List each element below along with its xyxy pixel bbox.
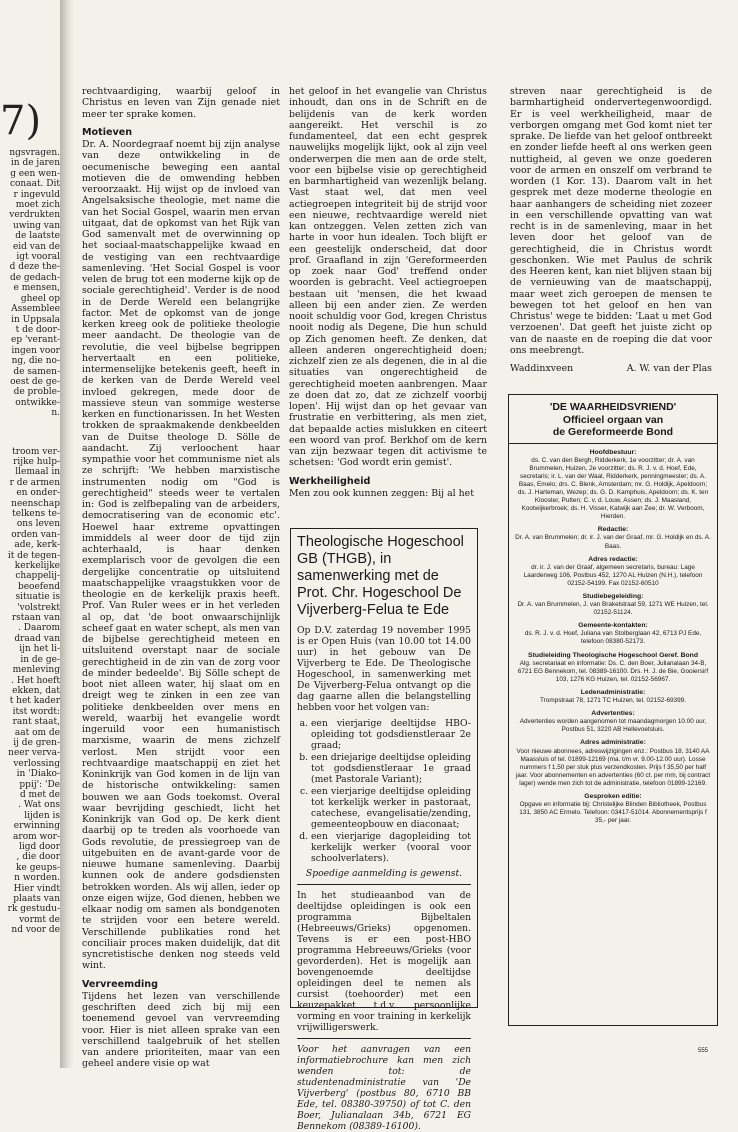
fragment-line: arom wor-: [13, 831, 60, 842]
fragment-line: conaat. Dit: [9, 179, 60, 190]
fragment-line: . Daarom: [18, 623, 60, 634]
fragment-line: erwinning: [13, 821, 60, 832]
fragment-line: . Wat ons: [18, 800, 60, 811]
heading-vervreemding: Vervreemding: [82, 978, 158, 990]
masthead-box: [508, 394, 718, 1026]
paragraph-vervreemding: Tijdens het lezen van verschillende geschriften deed zich bij mij een toenemend gevoel van vervreemding voor. Hier is niet alleen sprake van een verschillend taalgebruik of het stellen van andere prioriteiten, maar van een geheel andere visie op wat: [82, 990, 280, 1070]
article-column-3: [510, 86, 712, 386]
fragment-line: de samen-: [13, 366, 60, 377]
fragment-line: ligd door: [18, 842, 60, 852]
list-item: a. een vierjarige deeltijdse HBO-opleiding tot godsdienstleraar 2e graad;: [311, 718, 471, 751]
fragment-line: gheel op: [20, 293, 60, 304]
announcement-box: [290, 528, 478, 1132]
fragment-line: troom ver-: [12, 446, 60, 457]
fragment-line: Assemblee: [11, 304, 60, 315]
fragment-line: itst wordt:: [12, 706, 60, 717]
paragraph-werkheiligheid: Men zou ook kunnen zeggen: Bij al het: [289, 487, 474, 499]
announcement-notice: Spoedige aanmelding is gewenst.: [305, 868, 463, 879]
article-column-2: [289, 86, 487, 531]
previous-page-column-fragment: [0, 100, 60, 1038]
fragment-line: de laatste: [15, 231, 60, 242]
fragment-line: chappelij-: [15, 571, 60, 582]
fragment-line: ons leven: [16, 519, 60, 530]
page-fold-shadow: [60, 0, 74, 1068]
signature-name: A. W. van der Plas: [626, 363, 712, 374]
fragment-line: ijn het li-: [19, 644, 60, 655]
fragment-line: de gedach-: [9, 272, 60, 283]
fragment-line: lijden is: [24, 810, 60, 821]
fragment-line: draad van: [14, 633, 60, 644]
masthead-section-text: Dr. A. van Brummelen; dr. ir. J. van der Graaf, mr. G. Holdijk en ds. A. Baas.: [515, 534, 711, 550]
fragment-line: ep 'verant-: [11, 335, 60, 346]
fragment-line: de proble-: [13, 387, 60, 398]
fragment-line: en onder-: [16, 488, 60, 499]
fragment-line: igt vooral: [16, 252, 60, 263]
fragment-line: oest de ge-: [10, 376, 60, 387]
fragment-line: ij de gren-: [13, 737, 60, 748]
fragment-line: e mensen,: [13, 283, 60, 294]
fragment-line: rk gestudu-: [7, 904, 60, 915]
fragment-line: verlossing: [13, 758, 60, 769]
fragment-line: aat om de: [14, 727, 60, 738]
fragment-line: neer verva-: [8, 748, 60, 759]
fragment-line: , die door: [16, 852, 60, 863]
masthead-section-label: Ledenadministratie:: [580, 688, 646, 696]
signature-place: Waddinxveen: [510, 363, 574, 374]
fragment-line: ke geups-: [16, 862, 60, 873]
fragment-line: llemaal in: [15, 467, 60, 478]
fragment-line: beoefend: [17, 581, 60, 592]
fragment-line: uwing van: [12, 220, 60, 231]
masthead-section-label: Adres administratie:: [580, 739, 646, 747]
fragment-line: rstaan van: [11, 613, 60, 624]
list-item: d. een vierjarige dagopleiding tot kerkelijk werker (vooral voor schoolverlaters).: [311, 831, 471, 864]
masthead-section-text: Alg. secretariaat en informatie: Ds. C. den Boer, Julianalaan 34-B, 6721 EG Bennekom, tel. 08389-16100. Drs. H. J. de Bie, Gooiersirf 103, 1276 KG Huizen, tel. 02152-56967.: [517, 659, 709, 683]
article-column-1: [82, 86, 280, 1070]
paragraph-motieven: Dr. A. Noordegraaf noemt bij zijn analyse van deze ontwikkeling in de oecumenische beweging een aantal motieven die de omwending hebben veroorzaakt. Hij wijst op de invloed van Angelsaksische theologie, met name die van het Social Gospel, waarin men ervan uitgaat, dat de opkomst van het Rijk van God samenvalt met de overwinning op het sociaal-maatschappelijke kwaad en de vestiging van een rechtvaardige samenleving. 'Het Social Gospel is voor velen de brug tot een moderne kijk op de sociale gerechtigheid'. Verder is de nood in de Derde Wereld een belangrijke factor. Met de opkomst van de jonge kerken kreeg ook de politieke theologie meer aandacht. De theologie van de revolutie, die veel bijbelse begrippen hervertaalt en een politieke, intermenselijke betekenis geeft, heeft in de kerken van de Derde Wereld veel invloed gekregen, mede door de massieve steun van sommige westerse kerken en functionarissen. In het Westen trokken de spraakmakende denkbeelden van de Duitse theologe D. Sölle de aandacht. Zij verloochent haar sympathie voor het communisme niet als ze schrijft: 'We hebben marxistische instrumenten nodig om "God is gerechtigheid" steeds weer te vertalen in: God is zelfbepaling van de arbeiders, democratisering van de economic etc'. Hoewel haar extreme opvattingen immiddels al weer door de tijd zijn achterhaald, is haar denken exemplarisch voor de gevolgen die een dergelijke concentratie op uitsluitend maatschappelijke vraagstukken voor de theologie en de kerkelijk praxis heeft. Prof. Van Ruler wees er in het verleden al op, dat 'de boot onwaarschijnlijk scheef gaat en water schept, als men van de bijbelse gerechtigheid meteen en uitsluitend overstapt naar de sociale gerechtigheid in de zin van de zorg voor de minder bedeelde'. Bij Sölle schept de boot niet alleen water, hij slaat om en dreigt weg te zinken in een zee van politieke denkbeelden over mens en wereld, waarbij het evangelie wordt ingeruild voor een humanistisch marxisme, waarin de mens zichzelf verlost. Men strijdt voor een rechtvaardige maatschappij en ziet het Koninkrijk van God komen in de lijn van de historische ontwikkeling: samen bouwen we aan Gods toekomst. Overal waar bevrijding geschiedt, licht het Koninkrijk van God op. De kerk dient daarbij op te treden als voorhoede van Gods revolutie, de pressiegroep van de uitgebuiten en de avant-garde voor de nieuwe humane samenleving. Daarbij kunnen ook de andere godsdiensten betrokken worden. Als wij allen, ieder op onze eigen wijze, God dienen, hebben we elkaar nodig om samen als bondgenoten te strijden voor een betere wereld. Verschillende publikaties rond het conciliair proces maken duidelijk, dat dit syncretistische denken nog steeds veld wint.: [82, 139, 280, 972]
fragment-line: orden van-: [11, 529, 60, 540]
fragment-line: r ingevuld: [13, 189, 60, 200]
divider: [297, 1038, 471, 1039]
masthead-title-line-2: Officieel orgaan van: [562, 413, 664, 426]
fragment-line: kerkelijke: [14, 561, 60, 572]
heading-werkheiligheid: Werkheiligheid: [289, 475, 371, 487]
masthead-title: [509, 395, 717, 444]
fragment-line: t de door-: [15, 324, 60, 335]
paragraph-col2: het geloof in het evangelie van Christus inhoudt, dan ons in de Schrift en de belijdenis van de kerk worden aangereikt. Het verschil is zo fundamenteel, dat een echt gesprek nauwelijks mogelijk lijkt, ook al zijn veel onderwerpen die men aan de orde stelt, voor een bijbelse visie op gerechtigheid en barmhartigheid van wezenlijk belang. Vast staat wel, dat men veel actiegroepen integriteit bij de strijd voor een nieuwe, rechtvaardige wereld niet kan ontzeggen. Velen zetten zich van harte in voor hun idealen. Toch blijft er een geestelijk onderscheid, dat door prof. Graafland in zijn 'Gereformeerden op zoek naar God' treffend onder woorden is gebracht. Veel actiegroepen bestaan uit 'mensen, die het kwaad alleen bij een ander zien. Ze werden nooit schuldig voor God, kregen Christus nooit nodig als Degene, Die hun schuld op Zich genomen heeft. Ze denken, dat alleen anderen ongerechtigheid doen; zichzelf zien ze als degenen, die in al die situaties van ongerechtigheid de gerechtigheid moeten aanbrengen. Maar ze doen dat zo, dat ze zichzelf voorbij lopen'. Hij wijst dan op het gevaar van frustratie en verbittering, als men ziet, dat bepaalde acties mislukken en citeert een woord van prof. Berkhof om de kern van zijn bezwaar tegen dit activisme te schetsen: 'God wordt erin gemist'.: [289, 86, 487, 469]
masthead-section-text: Voor nieuwe abonnees, adreswijzigingen enz.: Postbus 18, 3140 AA Maassluis of tel. 01899-12169 (ma. t/m vr. 9.00-12.00 uur). Losse nummers f 1,50 per stuk plus verzendkosten. Prijs f 35,50 per half jaar. Voor abonnementen en advertenties (60 ct. per mm, bij contract lager) wende men zich tot de administratie, telefoon 01899-12169.: [515, 747, 711, 787]
fragment-line: in de jaren: [10, 158, 60, 169]
masthead-section-label: Redactie:: [597, 526, 629, 534]
fragment-line: rijke hulp-: [13, 456, 60, 467]
fragment-line: plaats van: [13, 894, 60, 905]
masthead-section-text: ds. R. J. v. d. Hoef, Juliana van Stolberglaan 42, 6713 PJ Ede, telefoon 08380-52173.: [524, 630, 702, 646]
fragment-line: menleving: [12, 665, 60, 676]
fragment-line: ingen voor: [11, 345, 60, 356]
article-intro: rechtvaardiging, waarbij geloof in Christus en leven van Zijn genade niet meer ter sprake komen.: [82, 86, 280, 120]
paragraph-col3: streven naar gerechtigheid is de barmhartigheid ondervertegenwoordigd. Er is veel werkheiligheid, maar de verborgen omgang met God komt niet ter sprake. De liefde van het geloof ontbreekt en zonder liefde heeft al ons werken geen nuttigheid, al geven we onze goederen voor de armen en onszelf om verbrand te worden (1 Kor. 13). Daarom valt in het gesprek met deze moderne theologie en haar aanhangers de scheiding niet zozeer in een verschillende opvatting van wat recht is in de samenleving, maar in het leven door het geloof van de gerechtigheid, die in Christus wordt geschonken. Wie met Paulus de schrik des Heeren kent, kan niet blijven staan bij de vernieuwing van de maatschappij, maar weet zich geroepen de mensen te bewegen tot het geloof en hen van Christus' wege te bidden: 'Laat u met God verzoenen'. Dat geeft het juiste zicht op van de naaste en de roeping die dat voor ons meebrengt.: [510, 86, 712, 356]
fragment-line: vormt de: [19, 914, 60, 925]
fragment-line: moet zich: [15, 200, 60, 211]
fragment-line: rant staat,: [12, 717, 60, 728]
masthead-title-line-3: de Gereformeerde Bond: [552, 426, 674, 438]
list-item: b. een driejarige deeltijdse opleiding tot godsdienstleraar 1e graad (met Pastorale Variant);: [311, 752, 471, 785]
masthead-section-label: Hoofdbestuur:: [589, 448, 637, 456]
masthead-section-text: Advertenties worden aangenomen tot maandagmorgen 10.00 uur, Postbus 51, 3220 AB Hellevoetsluis.: [519, 718, 707, 734]
fragment-line: nd voor de: [11, 925, 60, 936]
masthead-section-text: dr. ir. J. van der Graaf, algemeen secretaris, bureau: Lage Laarderweg 106, Postbus 452, 1270 AL Huizen (N.H.), telefoon 02152-54199. Fax 02152-60510: [523, 563, 703, 587]
fragment-line: ontwikke-: [15, 397, 60, 408]
masthead-section-label: Advertenties:: [591, 710, 635, 718]
fragment-line: d met de: [19, 789, 60, 800]
fragment-line: verdrukten: [9, 210, 60, 221]
announcement-intro: Op D.V. zaterdag 19 november 1995 is er Open Huis (van 10.00 tot 14.00 uur) in het gebouw van De Vijverberg te Ede. De Theologische Hogeschool, in samenwerking met De Vijverberg-Felua ontvangt op die dag gaarne allen die belangstelling hebben voor het volgen van:: [297, 625, 471, 713]
fragment-line: . Het hoeft: [11, 675, 60, 686]
fragment-line: telkens te-: [12, 509, 60, 519]
fragment-line: ngsvragen.: [9, 148, 60, 158]
announcement-programme: In het studieaanbod van de deeltijdse opleidingen is ook een programma Bijbeltalen (Hebreeuws/Grieks) opgenomen. Tevens is er een post-HBO programma Hebreeuws/Grieks (voor gevorderden). Het is mogelijk aan bovengenoemde deeltijdse opleidingen deel te nemen als cursist (toehoorder) met een keuzepakket t.d.v. persoonlijke vorming en voor training in kerkelijk vrijwilligerswerk.: [297, 890, 471, 1033]
masthead-section-label: Studieleiding Theologische Hogeschool Geref. Bond: [528, 651, 698, 659]
fragment-line: 'volstrekt: [17, 602, 60, 613]
masthead-section-label: Adres redactie:: [588, 555, 638, 563]
fragment-line: n.: [51, 408, 60, 419]
list-item: c. een vierjarige deeltijdse opleiding tot kerkelijk werker in pastoraat, catechese, evangelisatie/zending, gemeenteopbouw en diaconaat;: [311, 786, 471, 830]
masthead-section-label: Gemeente-kontakten:: [578, 622, 648, 630]
announcement-title: Theologische Hogeschool GB (THGB), in samenwerking met de Prot. Chr. Hogeschool De Vijverberg-Felua te Ede: [297, 534, 464, 618]
masthead-title-line-1: 'DE WAARHEIDSVRIEND': [549, 401, 677, 413]
heading-motieven: Motieven: [82, 126, 133, 138]
masthead-section-text: Opgave en informatie bij: Christelijke Blinden Bibliotheek, Postbus 131, 3850 AC Ermelo. Telefoon: 03417-51014. Abonnementsprijs f 35,- per jaar.: [519, 801, 707, 825]
masthead-section-label: Gesproken editie:: [584, 792, 642, 800]
masthead-sections: [515, 449, 711, 826]
fragment-line: g een wen-: [10, 168, 60, 179]
fragment-lines-top: [0, 148, 60, 419]
fragment-line: n worden.: [14, 873, 60, 884]
author-signature: [510, 363, 712, 374]
announcement-list: [297, 718, 471, 864]
fragment-line: d deze the-: [9, 262, 60, 273]
fragment-line: ade, kerk-: [14, 540, 60, 551]
fragment-line: ppij': 'De: [19, 779, 60, 790]
fragment-line: eid van de: [12, 241, 60, 252]
fragment-line: ng, die no-: [11, 356, 60, 367]
masthead-section-text: Dr. A. van Brummelen, J. van Brakelstraat 59, 1271 WE Huizen, tel. 02152-51124.: [517, 601, 709, 617]
masthead-section-text: Trompstraat 78, 1271 TC Huizen, tel. 02152-69399.: [539, 697, 686, 705]
fragment-lines-bottom: [0, 447, 60, 936]
fragment-line: neenschap: [11, 498, 60, 509]
masthead-section-label: Studiebegeleiding:: [582, 593, 644, 600]
masthead-section-text: ds. C. van den Bergh, Ridderkerk, 1e voorzitter; dr. A. van Brummelen, Huizen, 2e voorzitter; ds. R. J. v. d. Hoef, Ede, secretaris; ir. L. van der Waal, Ridderkerk, penningmeester; ds. A. Baas, Emelo; drs. C. Blenk, Amsterdam; mr. G. Holdijk, Apeldoorn; ds. J. Harteman, Wezep; ds. G. D. Kamphuis, Apeldoorn; ds. K. ten Klooster, Putten; C. v. d. Louw, Assen; ds. J. Maasland, Kootwijkerbroek; ds. H. Visser, Katwijk aan Zee; dr. W. Verboom, Hierden.: [517, 456, 709, 521]
divider: [297, 884, 471, 885]
column-fragment-glyph: 7): [0, 98, 42, 144]
fragment-line: r de armen: [9, 477, 60, 488]
fragment-line: in 'Diako-: [16, 769, 60, 780]
fragment-line: ekken, dat: [12, 685, 60, 696]
fragment-line: situatie is: [15, 592, 60, 603]
fragment-line: Hier vindt: [13, 883, 60, 894]
page-number: 555: [697, 1048, 708, 1054]
fragment-line: t het kader: [9, 696, 60, 707]
fragment-line: in Uppsala: [11, 314, 60, 325]
fragment-line: it de tegen-: [7, 550, 60, 561]
announcement-contact: Voor het aanvragen van een informatiebrochure kan men zich wenden tot: de studentenadministratie van 'De Vijverberg' (postbus 80, 6710 BB Ede, tel. 08380-39750) of tot C. den Boer, Julianalaan 34b, 6721 EG Bennekom (08389-16100).: [297, 1044, 471, 1132]
fragment-line: in de ge-: [20, 654, 60, 665]
